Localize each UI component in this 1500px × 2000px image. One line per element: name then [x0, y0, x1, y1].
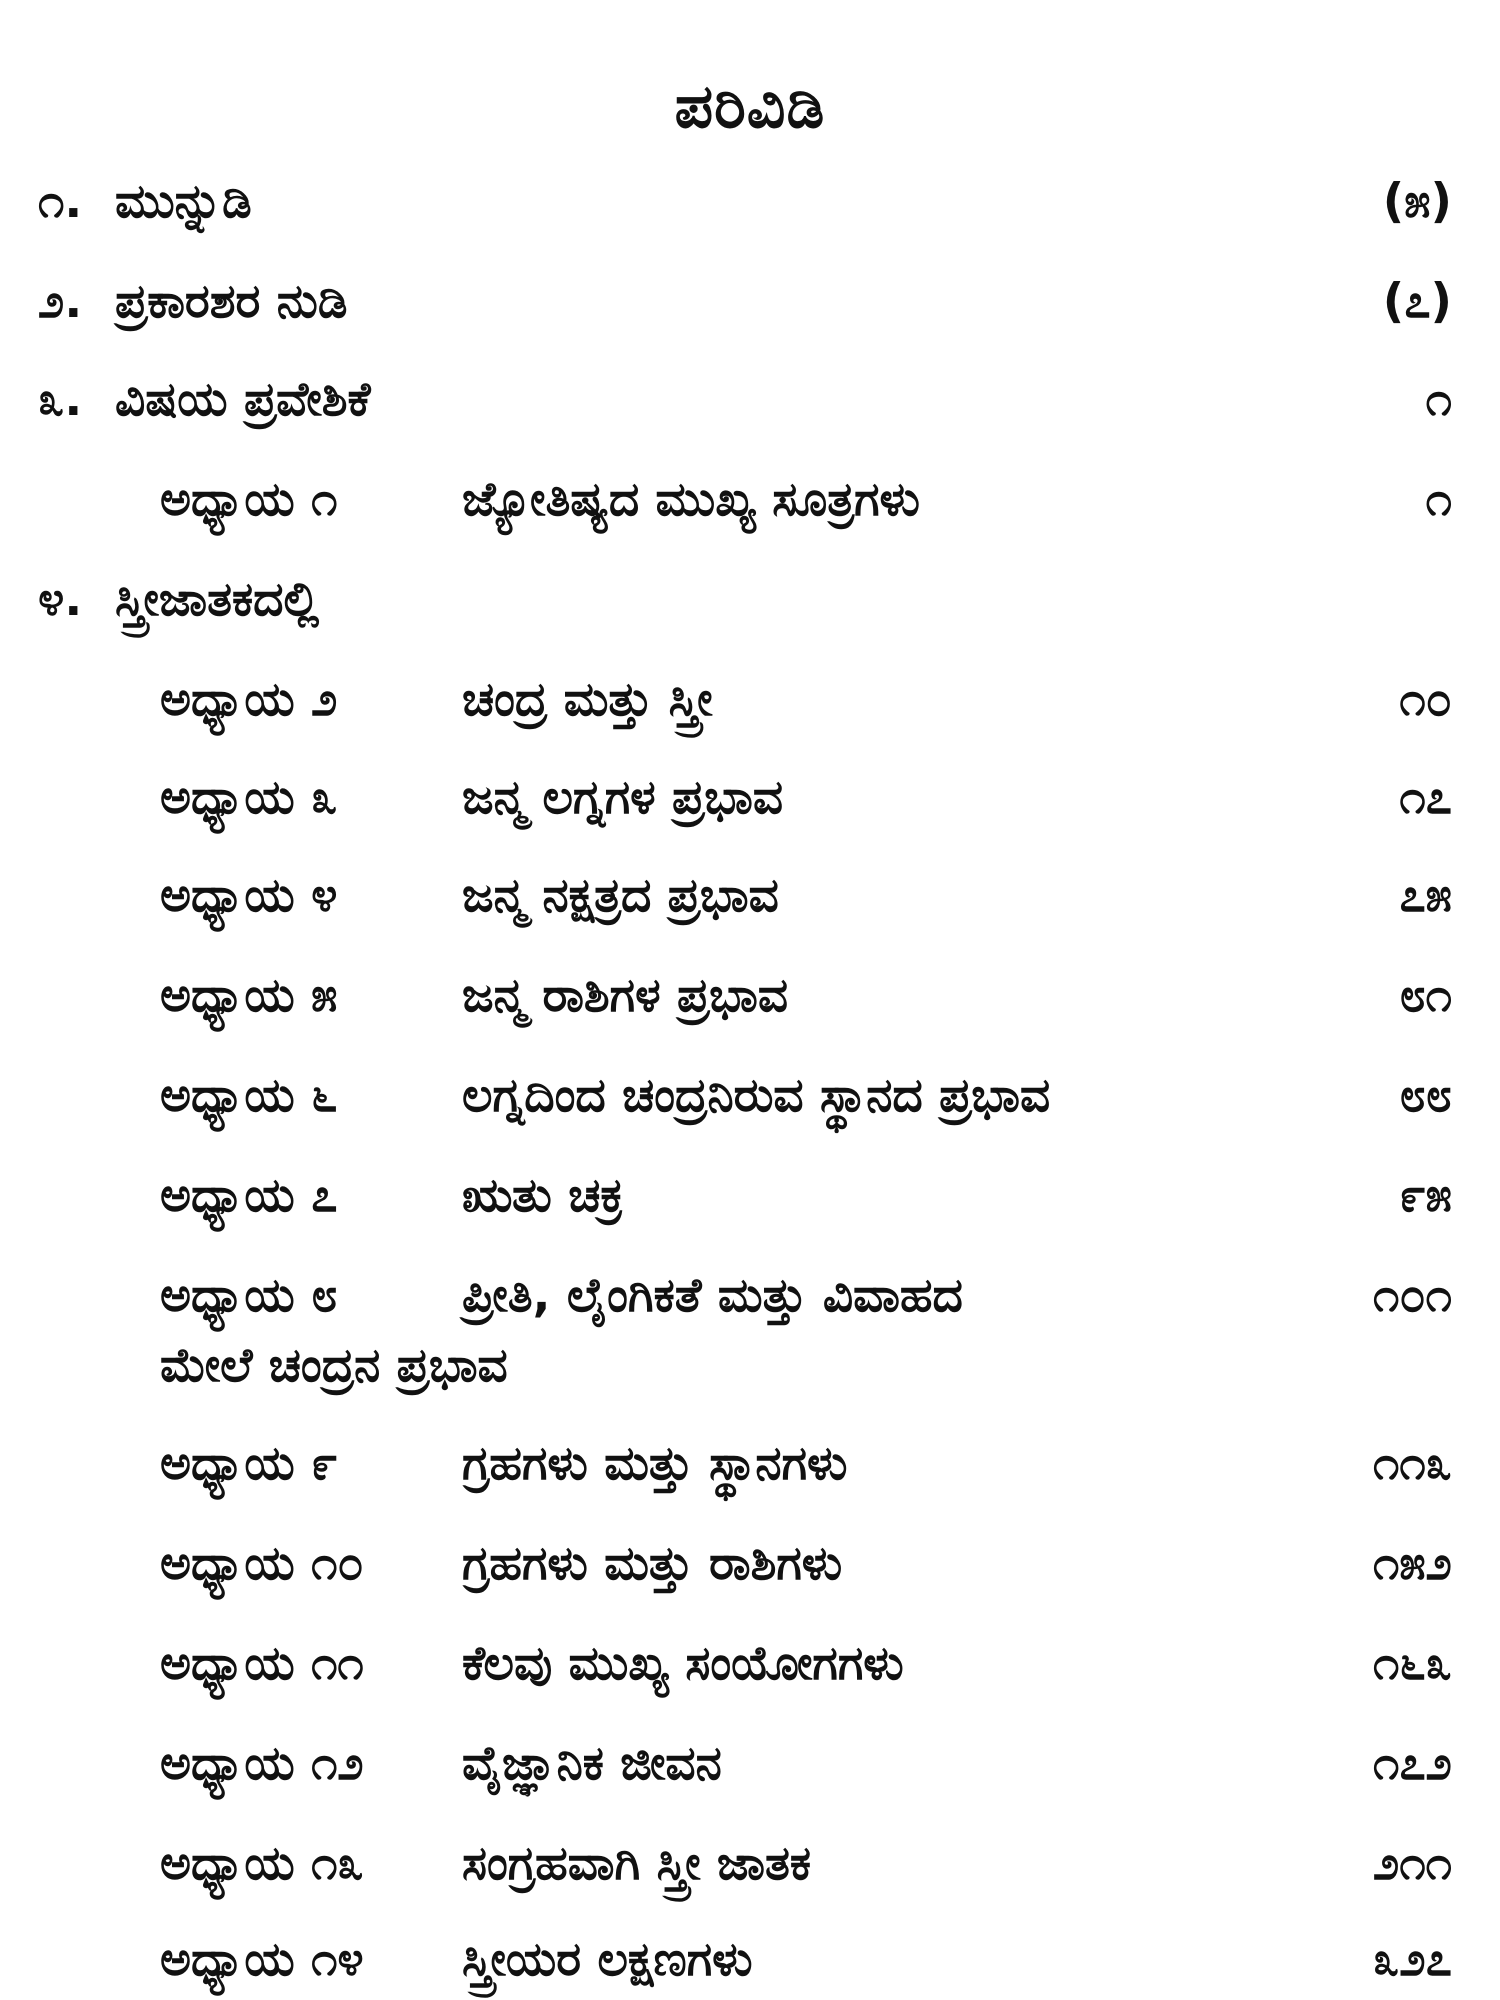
page-number: ೧೦ [1399, 672, 1452, 727]
section-number: ೧. [38, 174, 83, 229]
chapter-title: ಪ್ರೀತಿ, ಲೈಂಗಿಕತೆ ಮತ್ತು ವಿವಾಹದ [462, 1268, 963, 1323]
section-number: ೪. [38, 572, 83, 627]
chapter-title: ಸ್ತ್ರೀಯರ ಲಕ್ಷಣಗಳು [462, 1932, 753, 1987]
chapter-title: ಜನ್ಮ ರಾಶಿಗಳ ಪ್ರಭಾವ [462, 968, 789, 1023]
chapter-title: ಲಗ್ನದಿಂದ ಚಂದ್ರನಿರುವ ಸ್ಥಾನದ ಪ್ರಭಾವ [462, 1068, 1051, 1123]
section-title: ಸ್ತ್ರೀಜಾತಕದಲ್ಲಿ [115, 572, 320, 627]
chapter-label: ಅಧ್ಯಾಯ ೭ [160, 1168, 338, 1223]
chapter-title: ಜನ್ಮ ನಕ್ಷತ್ರದ ಪ್ರಭಾವ [462, 868, 779, 923]
chapter-label: ಅಧ್ಯಾಯ ೯ [160, 1436, 338, 1491]
chapter-title: ಚಂದ್ರ ಮತ್ತು ಸ್ತ್ರೀ [462, 672, 713, 727]
chapter-title: ಋತು ಚಕ್ರ [462, 1168, 624, 1223]
chapter-label: ಅಧ್ಯಾಯ ೧೩ [160, 1836, 364, 1891]
page-number: ೭೫ [1399, 868, 1452, 923]
chapter-label: ಅಧ್ಯಾಯ ೧೨ [160, 1736, 364, 1791]
chapter-title: ಕೆಲವು ಮುಖ್ಯ ಸಂಯೋಗಗಳು [462, 1636, 904, 1691]
chapter-label: ಅಧ್ಯಾಯ ೩ [160, 770, 338, 825]
page-title: ಪರಿವಿಡಿ [674, 72, 826, 142]
chapter-title: ಗ್ರಹಗಳು ಮತ್ತು ರಾಶಿಗಳು [462, 1536, 843, 1591]
chapter-title-continuation: ಮೇಲೆ ಚಂದ್ರನ ಪ್ರಭಾವ [160, 1338, 508, 1393]
page-number: (೫) [1382, 174, 1452, 229]
chapter-label: ಅಧ್ಯಾಯ ೪ [160, 868, 338, 923]
chapter-title: ಸಂಗ್ರಹವಾಗಿ ಸ್ತ್ರೀ ಜಾತಕ [462, 1836, 812, 1891]
chapter-label: ಅಧ್ಯಾಯ ೧ [160, 472, 338, 527]
chapter-title: ಜ್ಯೋತಿಷ್ಯದ ಮುಖ್ಯ ಸೂತ್ರಗಳು [462, 472, 920, 527]
chapter-title: ಜನ್ಮ ಲಗ್ನಗಳ ಪ್ರಭಾವ [462, 770, 784, 825]
chapter-label: ಅಧ್ಯಾಯ ೧೧ [160, 1636, 364, 1691]
page-number: ೧೬೩ [1373, 1636, 1452, 1691]
section-number: ೩. [38, 372, 83, 427]
section-title: ವಿಷಯ ಪ್ರವೇಶಿಕೆ [115, 372, 371, 427]
page-number: ೧೦೧ [1373, 1268, 1452, 1323]
page-number: ೧೫೨ [1373, 1536, 1452, 1591]
chapter-title: ಗ್ರಹಗಳು ಮತ್ತು ಸ್ಥಾನಗಳು [462, 1436, 848, 1491]
section-title: ಮುನ್ನುಡಿ [115, 174, 252, 229]
page-number: ೮೮ [1399, 1068, 1452, 1123]
section-title: ಪ್ರಕಾರಶರ ನುಡಿ [115, 274, 348, 329]
page-number: ೧೧೩ [1373, 1436, 1452, 1491]
page-number: ೧ [1425, 472, 1452, 527]
page-number: ೧೭ [1399, 770, 1452, 825]
chapter-label: ಅಧ್ಯಾಯ ೧೦ [160, 1536, 364, 1591]
section-number: ೨. [38, 274, 83, 329]
page-number: ೨೧೧ [1373, 1836, 1452, 1891]
page-number: ೯೫ [1399, 1168, 1452, 1223]
chapter-title: ವೈಜ್ಞಾನಿಕ ಜೀವನ [462, 1736, 722, 1791]
page-number: ೩೨೭ [1373, 1932, 1452, 1987]
chapter-label: ಅಧ್ಯಾಯ ೮ [160, 1268, 338, 1323]
chapter-label: ಅಧ್ಯಾಯ ೧೪ [160, 1932, 364, 1987]
page-number: ೮೧ [1399, 968, 1452, 1023]
page-number: ೧೭೨ [1373, 1736, 1452, 1791]
chapter-label: ಅಧ್ಯಾಯ ೫ [160, 968, 338, 1023]
chapter-label: ಅಧ್ಯಾಯ ೬ [160, 1068, 338, 1123]
page-number: ೧ [1425, 372, 1452, 427]
page-number: (೭) [1382, 274, 1452, 329]
chapter-label: ಅಧ್ಯಾಯ ೨ [160, 672, 338, 727]
